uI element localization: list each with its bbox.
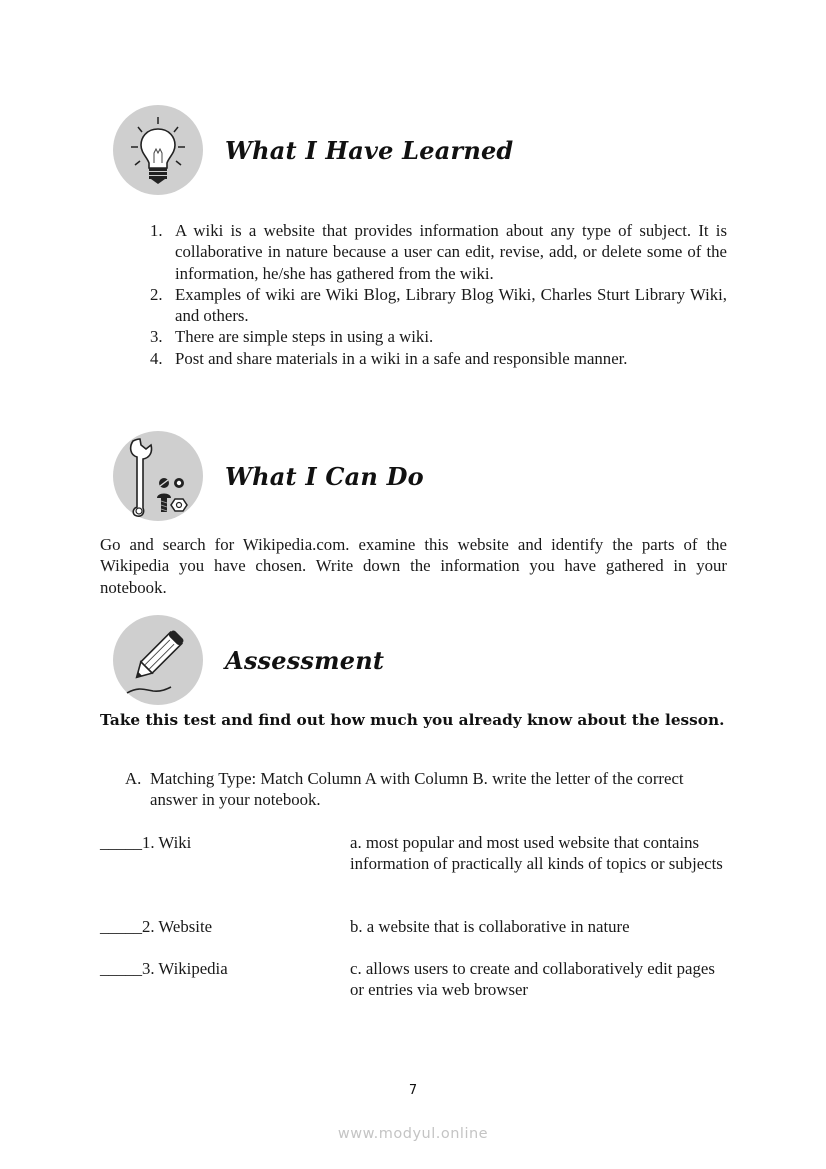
learned-list — [150, 220, 727, 369]
section-header-learned — [113, 104, 513, 196]
column-a-item: 3. Wikipedia — [141, 959, 228, 978]
watermark: www.modyul.online — [337, 1126, 489, 1142]
wrench-and-bolts-icon — [113, 431, 203, 521]
lightbulb-icon — [113, 105, 203, 195]
can-do-text: Go and search for Wikipedia.com. examine this website and identify the parts of the Wikipedia you have chosen. Write down the information you have gathered in your notebook. — [100, 535, 727, 597]
column-a-item: 2. Website — [141, 917, 213, 936]
section-header-assessment — [113, 614, 384, 706]
column-b-item: a. most popular and most used website that contains information of practically all kinds of topics or subjects — [350, 833, 723, 874]
list-item: 2. Examples of wiki are Wiki Blog, Library Blog Wiki, Charles Sturt Library Wiki, and others. — [150, 284, 727, 326]
answer-blank[interactable]: _____ — [100, 959, 142, 978]
answer-blank[interactable]: _____ — [100, 917, 142, 936]
assessment-intro: Take this test and find out how much you already know about the lesson. — [100, 711, 725, 729]
matching-instruction: A. Matching Type: Match Column A with Column B. write the letter of the correct answer in your notebook. — [125, 769, 684, 810]
section-title-learned: What I Have Learned — [225, 135, 514, 165]
section-title-assessment: Assessment — [225, 645, 385, 675]
section-title-can-do: What I Can Do — [225, 461, 424, 491]
answer-blank[interactable]: _____ — [100, 833, 142, 852]
section-header-can-do — [113, 430, 424, 522]
list-item: 3. There are simple steps in using a wiki. — [150, 327, 434, 347]
column-b-item: c. allows users to create and collaboratively edit pages or entries via web browser — [350, 959, 715, 1000]
column-a-item: 1. Wiki — [141, 833, 192, 852]
list-item: 1. A wiki is a website that provides information about any type of subject. It is collaborative in nature because a user can edit, revise, add, or delete some of the information, he/she has gathered from the wiki. — [150, 221, 727, 283]
page-number: 7 — [408, 1083, 418, 1098]
column-b-item: b. a website that is collaborative in nature — [350, 917, 630, 936]
pencil-icon — [113, 615, 203, 705]
list-item: 4. Post and share materials in a wiki in a safe and responsible manner. — [150, 348, 628, 368]
